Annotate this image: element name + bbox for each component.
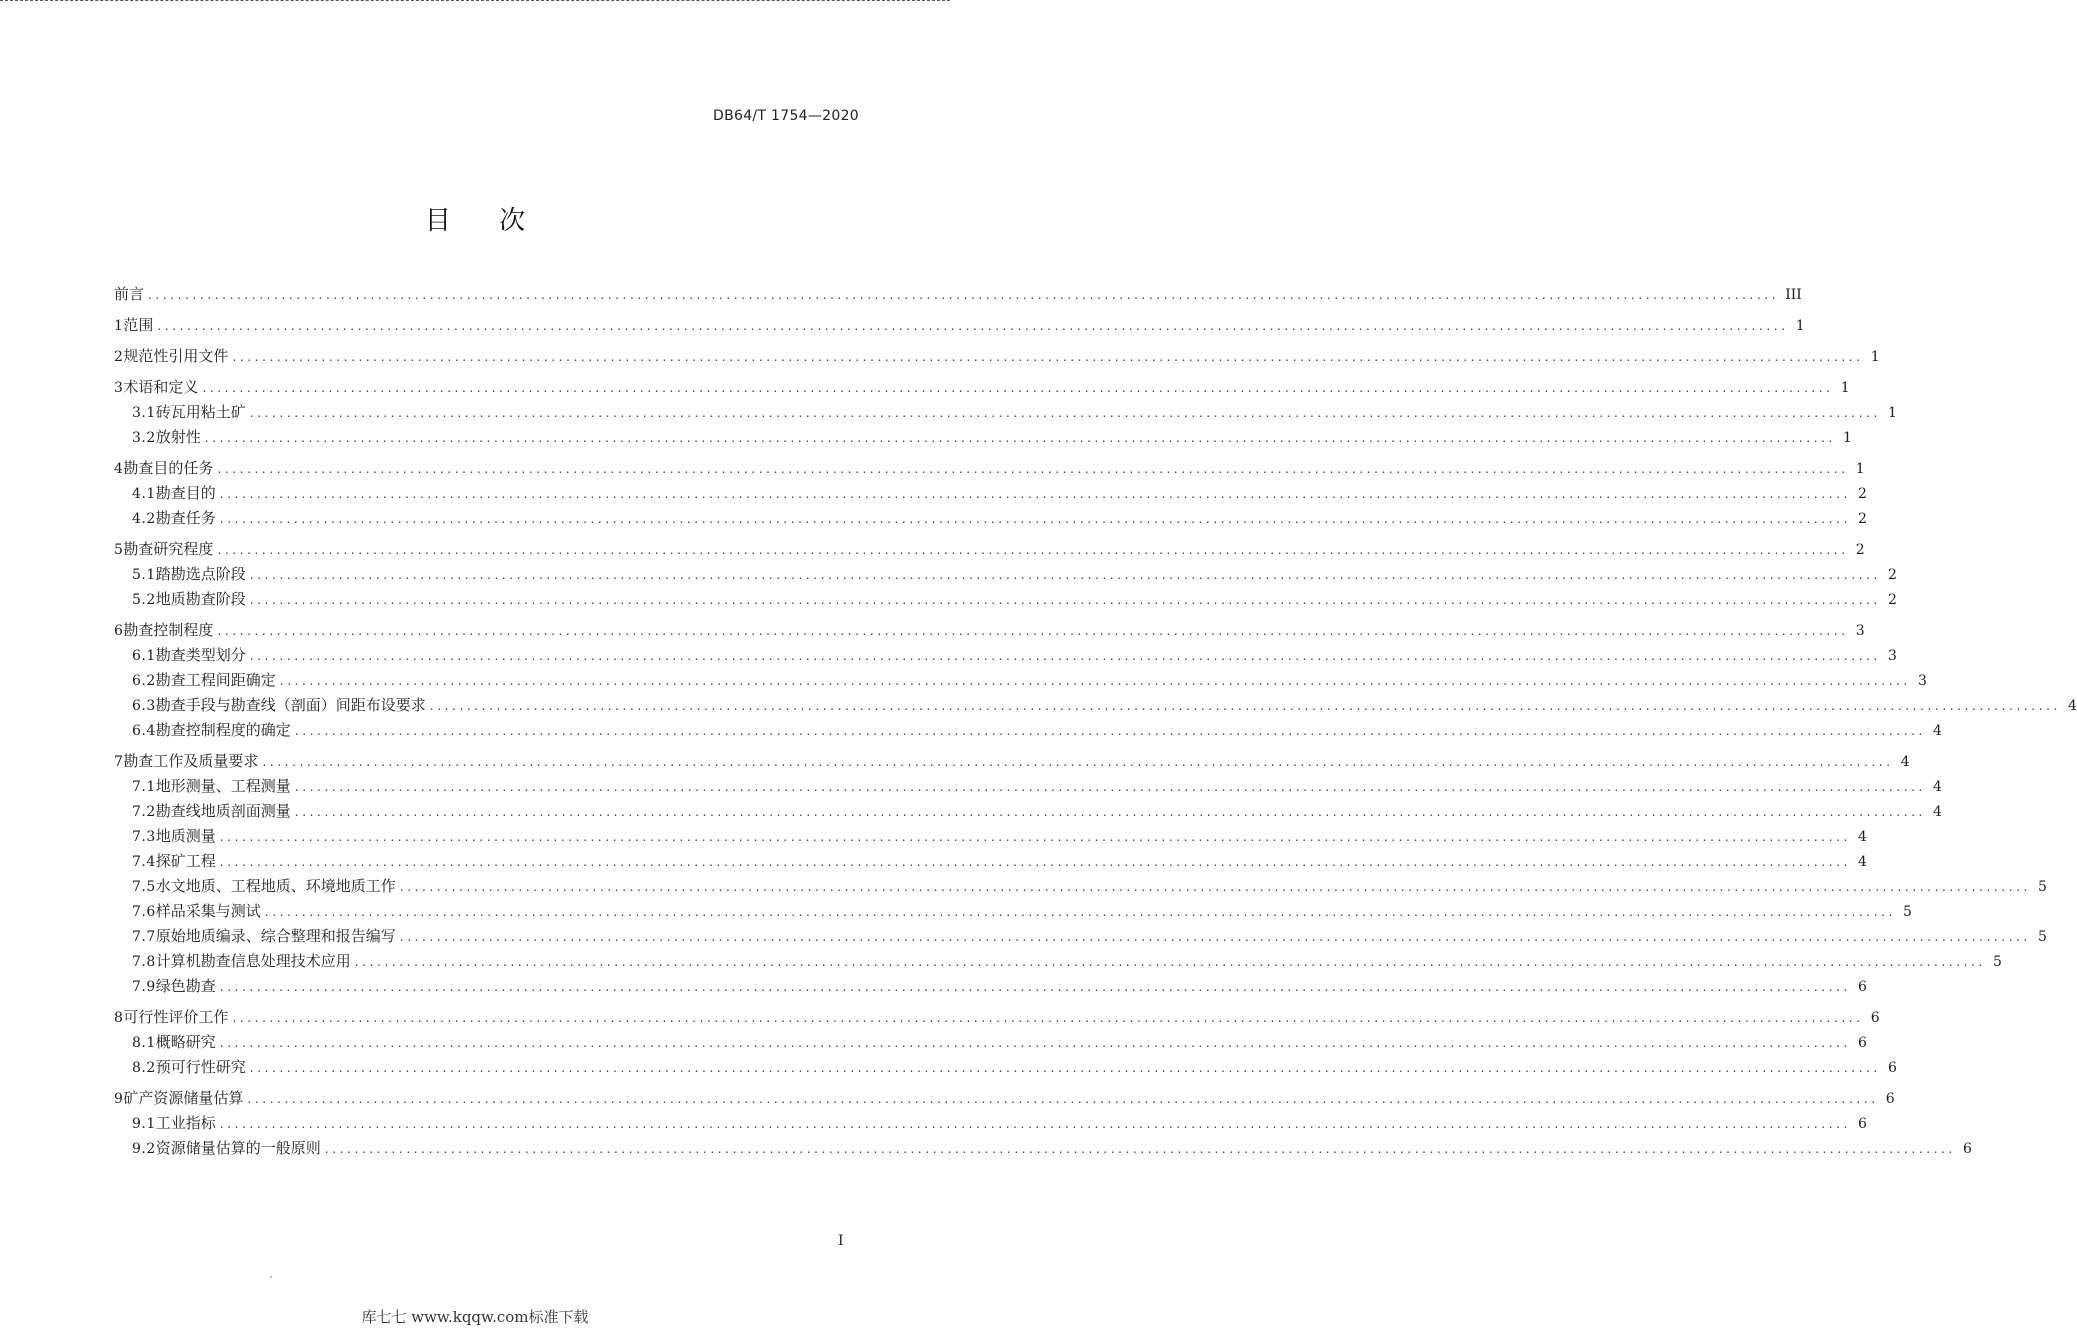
dot-leader: ............................................................................................................................................................................................................................ (294, 780, 1926, 794)
toc-entry-page: 1 (1870, 349, 1880, 365)
toc-entry[interactable] (114, 1086, 1895, 1111)
toc-entry-page: 6 (1963, 1141, 1972, 1157)
toc-entry-number: 4.1 (132, 486, 156, 502)
toc-entry-page: 4 (1900, 754, 1910, 770)
toc-entry-page: 1 (1855, 461, 1865, 477)
toc-entry[interactable] (114, 618, 1865, 643)
toc-entry-page: 3 (1855, 623, 1865, 639)
toc-entry-page: 6 (1888, 1060, 1897, 1076)
toc-entry-page: 3 (1888, 648, 1897, 664)
toc-entry-label: 原始地质编录、综合整理和报告编写 (155, 927, 396, 945)
toc-entry-number: 7.9 (132, 979, 156, 995)
toc-entry[interactable] (114, 562, 1897, 587)
dot-leader: ............................................................................................................................................................................................................................ (249, 593, 1881, 607)
toc-entry-label: 勘查类型划分 (155, 646, 246, 664)
toc-entry[interactable] (114, 1005, 1880, 1030)
toc-entry[interactable] (114, 506, 1867, 531)
toc-entry-number: 6.3 (132, 698, 156, 714)
page-number: I (838, 1233, 844, 1249)
dot-leader: ............................................................................................................................................................................................................................ (157, 319, 1789, 333)
dot-leader: ............................................................................................................................................................................................................................ (148, 288, 1780, 302)
dot-leader: ............................................................................................................................................................................................................................ (249, 649, 1881, 663)
toc-entry[interactable] (114, 749, 1910, 774)
toc-entry[interactable] (114, 400, 1897, 425)
toc-entry[interactable] (114, 587, 1897, 612)
toc-entry[interactable] (114, 375, 1850, 400)
scan-speck (270, 1276, 272, 1278)
toc-entry-label: 地质测量 (155, 827, 216, 845)
toc-entry[interactable] (114, 924, 2047, 949)
toc-entry-label: 预可行性研究 (155, 1058, 246, 1076)
toc-entry-page: 6 (1858, 1035, 1867, 1051)
toc-entry[interactable] (114, 1055, 1897, 1080)
toc-entry-page: 6 (1885, 1091, 1895, 1107)
toc-entry-page: 5 (2038, 929, 2047, 945)
toc-entry-page: 6 (1870, 1010, 1880, 1026)
toc-entry[interactable] (114, 425, 1852, 450)
toc-entry[interactable] (114, 774, 1942, 799)
toc-entry-label: 勘查工程间距确定 (155, 671, 276, 689)
toc-entry-number: 5.1 (132, 567, 156, 583)
toc-entry-number: 5 (114, 542, 124, 558)
dot-leader: ............................................................................................................................................................................................................................ (219, 512, 1851, 526)
toc-entry-label: 勘查目的 (155, 484, 216, 502)
dot-leader: ............................................................................................................................................................................................................................ (249, 406, 1881, 420)
toc-title: 目 次 (424, 206, 546, 236)
toc-entry-number: 9.2 (132, 1141, 156, 1157)
toc-entry-number: 7.8 (132, 954, 156, 970)
toc-entry-label: 地质勘查阶段 (155, 590, 246, 608)
toc-entry-page: 2 (1858, 511, 1867, 527)
toc-entry[interactable] (114, 282, 1802, 307)
toc-entry-page: III (1785, 287, 1802, 303)
toc-entry-page: 4 (1858, 829, 1867, 845)
toc-entry-number: 2 (114, 349, 124, 365)
dot-leader: ............................................................................................................................................................................................................................ (219, 1117, 1851, 1131)
toc-entry-number: 7.5 (132, 879, 156, 895)
toc-entry[interactable] (114, 1030, 1867, 1055)
toc-entry-number: 3.2 (132, 430, 156, 446)
toc-entry-label: 勘查手段与勘查线（剖面）间距布设要求 (155, 696, 426, 714)
toc-entry-label: 水文地质、工程地质、环境地质工作 (155, 877, 396, 895)
dot-leader: ............................................................................................................................................................................................................................ (232, 1011, 1864, 1025)
toc-entry-number: 7.2 (132, 804, 156, 820)
dot-leader: ............................................................................................................................................................................................................................ (262, 755, 1894, 769)
toc-entry[interactable] (114, 693, 2077, 718)
toc-entry[interactable] (114, 537, 1865, 562)
toc-entry-page: 4 (1933, 779, 1942, 795)
toc-entry-label: 前言 (114, 285, 145, 303)
dot-leader: ............................................................................................................................................................................................................................ (217, 624, 1849, 638)
toc-entry[interactable] (114, 874, 2047, 899)
toc-entry-label: 绿色勘查 (155, 977, 216, 995)
toc-entry-label: 矿产资源储量估算 (123, 1089, 244, 1107)
toc-entry-label: 规范性引用文件 (123, 347, 229, 365)
toc-entry-number: 9 (114, 1091, 124, 1107)
toc-entry-page: 2 (1855, 542, 1865, 558)
toc-entry-label: 踏勘选点阶段 (155, 565, 246, 583)
dot-leader: ............................................................................................................................................................................................................................ (219, 487, 1851, 501)
dot-leader: ............................................................................................................................................................................................................................ (294, 724, 1926, 738)
dot-leader: ............................................................................................................................................................................................................................ (202, 381, 1834, 395)
toc-entry-number: 5.2 (132, 592, 156, 608)
toc-entry-label: 资源储量估算的一般原则 (155, 1139, 321, 1157)
toc-entry-label: 概略研究 (155, 1033, 216, 1051)
toc-entry-page: 5 (2038, 879, 2047, 895)
toc-entry-number: 8.1 (132, 1035, 156, 1051)
dot-leader: ............................................................................................................................................................................................................................ (219, 980, 1851, 994)
toc-entry-label: 范围 (123, 316, 154, 334)
toc-entry-label: 勘查线地质剖面测量 (155, 802, 291, 820)
toc-entry-number: 8 (114, 1010, 124, 1026)
toc-entry-number: 7 (114, 754, 124, 770)
toc-entry-label: 探矿工程 (155, 852, 216, 870)
toc-entry[interactable] (114, 974, 1867, 999)
dot-leader: ............................................................................................................................................................................................................................ (219, 830, 1851, 844)
toc-entry[interactable] (114, 643, 1897, 668)
toc-entry-label: 样品采集与测试 (155, 902, 261, 920)
toc-entry-label: 勘查工作及质量要求 (123, 752, 259, 770)
toc-entry-page: 4 (1858, 854, 1867, 870)
toc-entry-page: 6 (1858, 979, 1867, 995)
toc-entry-page: 2 (1858, 486, 1867, 502)
toc-entry[interactable] (114, 849, 1867, 874)
toc-entry-label: 勘查控制程度 (123, 621, 214, 639)
toc-entry-number: 6.4 (132, 723, 156, 739)
toc-entry[interactable] (114, 949, 2002, 974)
toc-entry-number: 3.1 (132, 405, 156, 421)
dot-leader: ............................................................................................................................................................................................................................ (217, 543, 1849, 557)
toc-entry-label: 勘查目的任务 (123, 459, 214, 477)
table-of-contents (114, 282, 2077, 1161)
toc-entry[interactable] (114, 824, 1867, 849)
toc-entry[interactable] (114, 1136, 1972, 1161)
toc-entry-number: 7.3 (132, 829, 156, 845)
toc-entry[interactable] (114, 668, 1927, 693)
toc-entry-number: 8.2 (132, 1060, 156, 1076)
toc-entry-number: 6.2 (132, 673, 156, 689)
dot-leader: ............................................................................................................................................................................................................................ (294, 805, 1926, 819)
toc-entry-page: 4 (1933, 723, 1942, 739)
dot-leader: ............................................................................................................................................................................................................................ (249, 1061, 1881, 1075)
toc-entry[interactable] (114, 718, 1942, 743)
toc-entry-page: 3 (1918, 673, 1927, 689)
dot-leader: ............................................................................................................................................................................................................................ (324, 1142, 1956, 1156)
toc-entry-label: 勘查研究程度 (123, 540, 214, 558)
toc-entry-page: 2 (1888, 567, 1897, 583)
dot-leader: ............................................................................................................................................................................................................................ (429, 699, 2061, 713)
dot-leader: ............................................................................................................................................................................................................................ (247, 1092, 1879, 1106)
toc-entry-page: 6 (1858, 1116, 1867, 1132)
dot-leader: ............................................................................................................................................................................................................................ (249, 568, 1881, 582)
toc-entry-number: 3 (114, 380, 124, 396)
dot-leader: ............................................................................................................................................................................................................................ (354, 955, 1986, 969)
toc-entry-label: 术语和定义 (123, 378, 199, 396)
toc-entry[interactable] (114, 456, 1865, 481)
footer-watermark: 库七七 www.kqqw.com标准下载 (361, 1308, 589, 1326)
toc-entry-page: 5 (1993, 954, 2002, 970)
toc-entry-page: 4 (1933, 804, 1942, 820)
dot-leader: ............................................................................................................................................................................................................................ (217, 462, 1849, 476)
toc-entry-page: 1 (1843, 430, 1852, 446)
toc-entry-number: 7.7 (132, 929, 156, 945)
toc-entry-page: 1 (1840, 380, 1850, 396)
dot-leader: ............................................................................................................................................................................................................................ (219, 855, 1851, 869)
dot-leader: ............................................................................................................................................................................................................................ (279, 674, 1911, 688)
toc-entry-number: 6 (114, 623, 124, 639)
toc-entry-label: 勘查任务 (155, 509, 216, 527)
dot-leader: ............................................................................................................................................................................................................................ (204, 431, 1836, 445)
toc-entry[interactable] (114, 799, 1942, 824)
toc-entry-label: 可行性评价工作 (123, 1008, 229, 1026)
toc-entry-number: 7.6 (132, 904, 156, 920)
dot-leader: ............................................................................................................................................................................................................................ (264, 905, 1896, 919)
toc-entry[interactable] (114, 481, 1867, 506)
document-code: DB64/T 1754—2020 (713, 108, 859, 124)
toc-entry-number: 6.1 (132, 648, 156, 664)
toc-entry-number: 1 (114, 318, 124, 334)
toc-entry-page: 2 (1888, 592, 1897, 608)
dot-leader: ............................................................................................................................................................................................................................ (399, 930, 2031, 944)
toc-entry-number: 7.1 (132, 779, 156, 795)
toc-entry-label: 砖瓦用粘土矿 (155, 403, 246, 421)
toc-entry[interactable] (114, 344, 1880, 369)
toc-entry-label: 放射性 (155, 428, 201, 446)
dot-leader: ............................................................................................................................................................................................................................ (232, 350, 1864, 364)
toc-entry-label: 工业指标 (155, 1114, 216, 1132)
toc-entry-number: 9.1 (132, 1116, 156, 1132)
dot-leader: ............................................................................................................................................................................................................................ (399, 880, 2031, 894)
toc-entry-page: 1 (1795, 318, 1805, 334)
toc-entry-page: 4 (2068, 698, 2077, 714)
top-rule (0, 0, 950, 2)
toc-entry-label: 勘查控制程度的确定 (155, 721, 291, 739)
toc-entry[interactable] (114, 899, 1912, 924)
toc-entry-number: 7.4 (132, 854, 156, 870)
toc-entry-label: 地形测量、工程测量 (155, 777, 291, 795)
toc-entry-page: 1 (1888, 405, 1897, 421)
toc-entry-number: 4.2 (132, 511, 156, 527)
dot-leader: ............................................................................................................................................................................................................................ (219, 1036, 1851, 1050)
toc-entry-page: 5 (1903, 904, 1912, 920)
toc-entry-number: 4 (114, 461, 124, 477)
toc-entry[interactable] (114, 1111, 1867, 1136)
toc-entry[interactable] (114, 313, 1805, 338)
toc-entry-label: 计算机勘查信息处理技术应用 (155, 952, 351, 970)
